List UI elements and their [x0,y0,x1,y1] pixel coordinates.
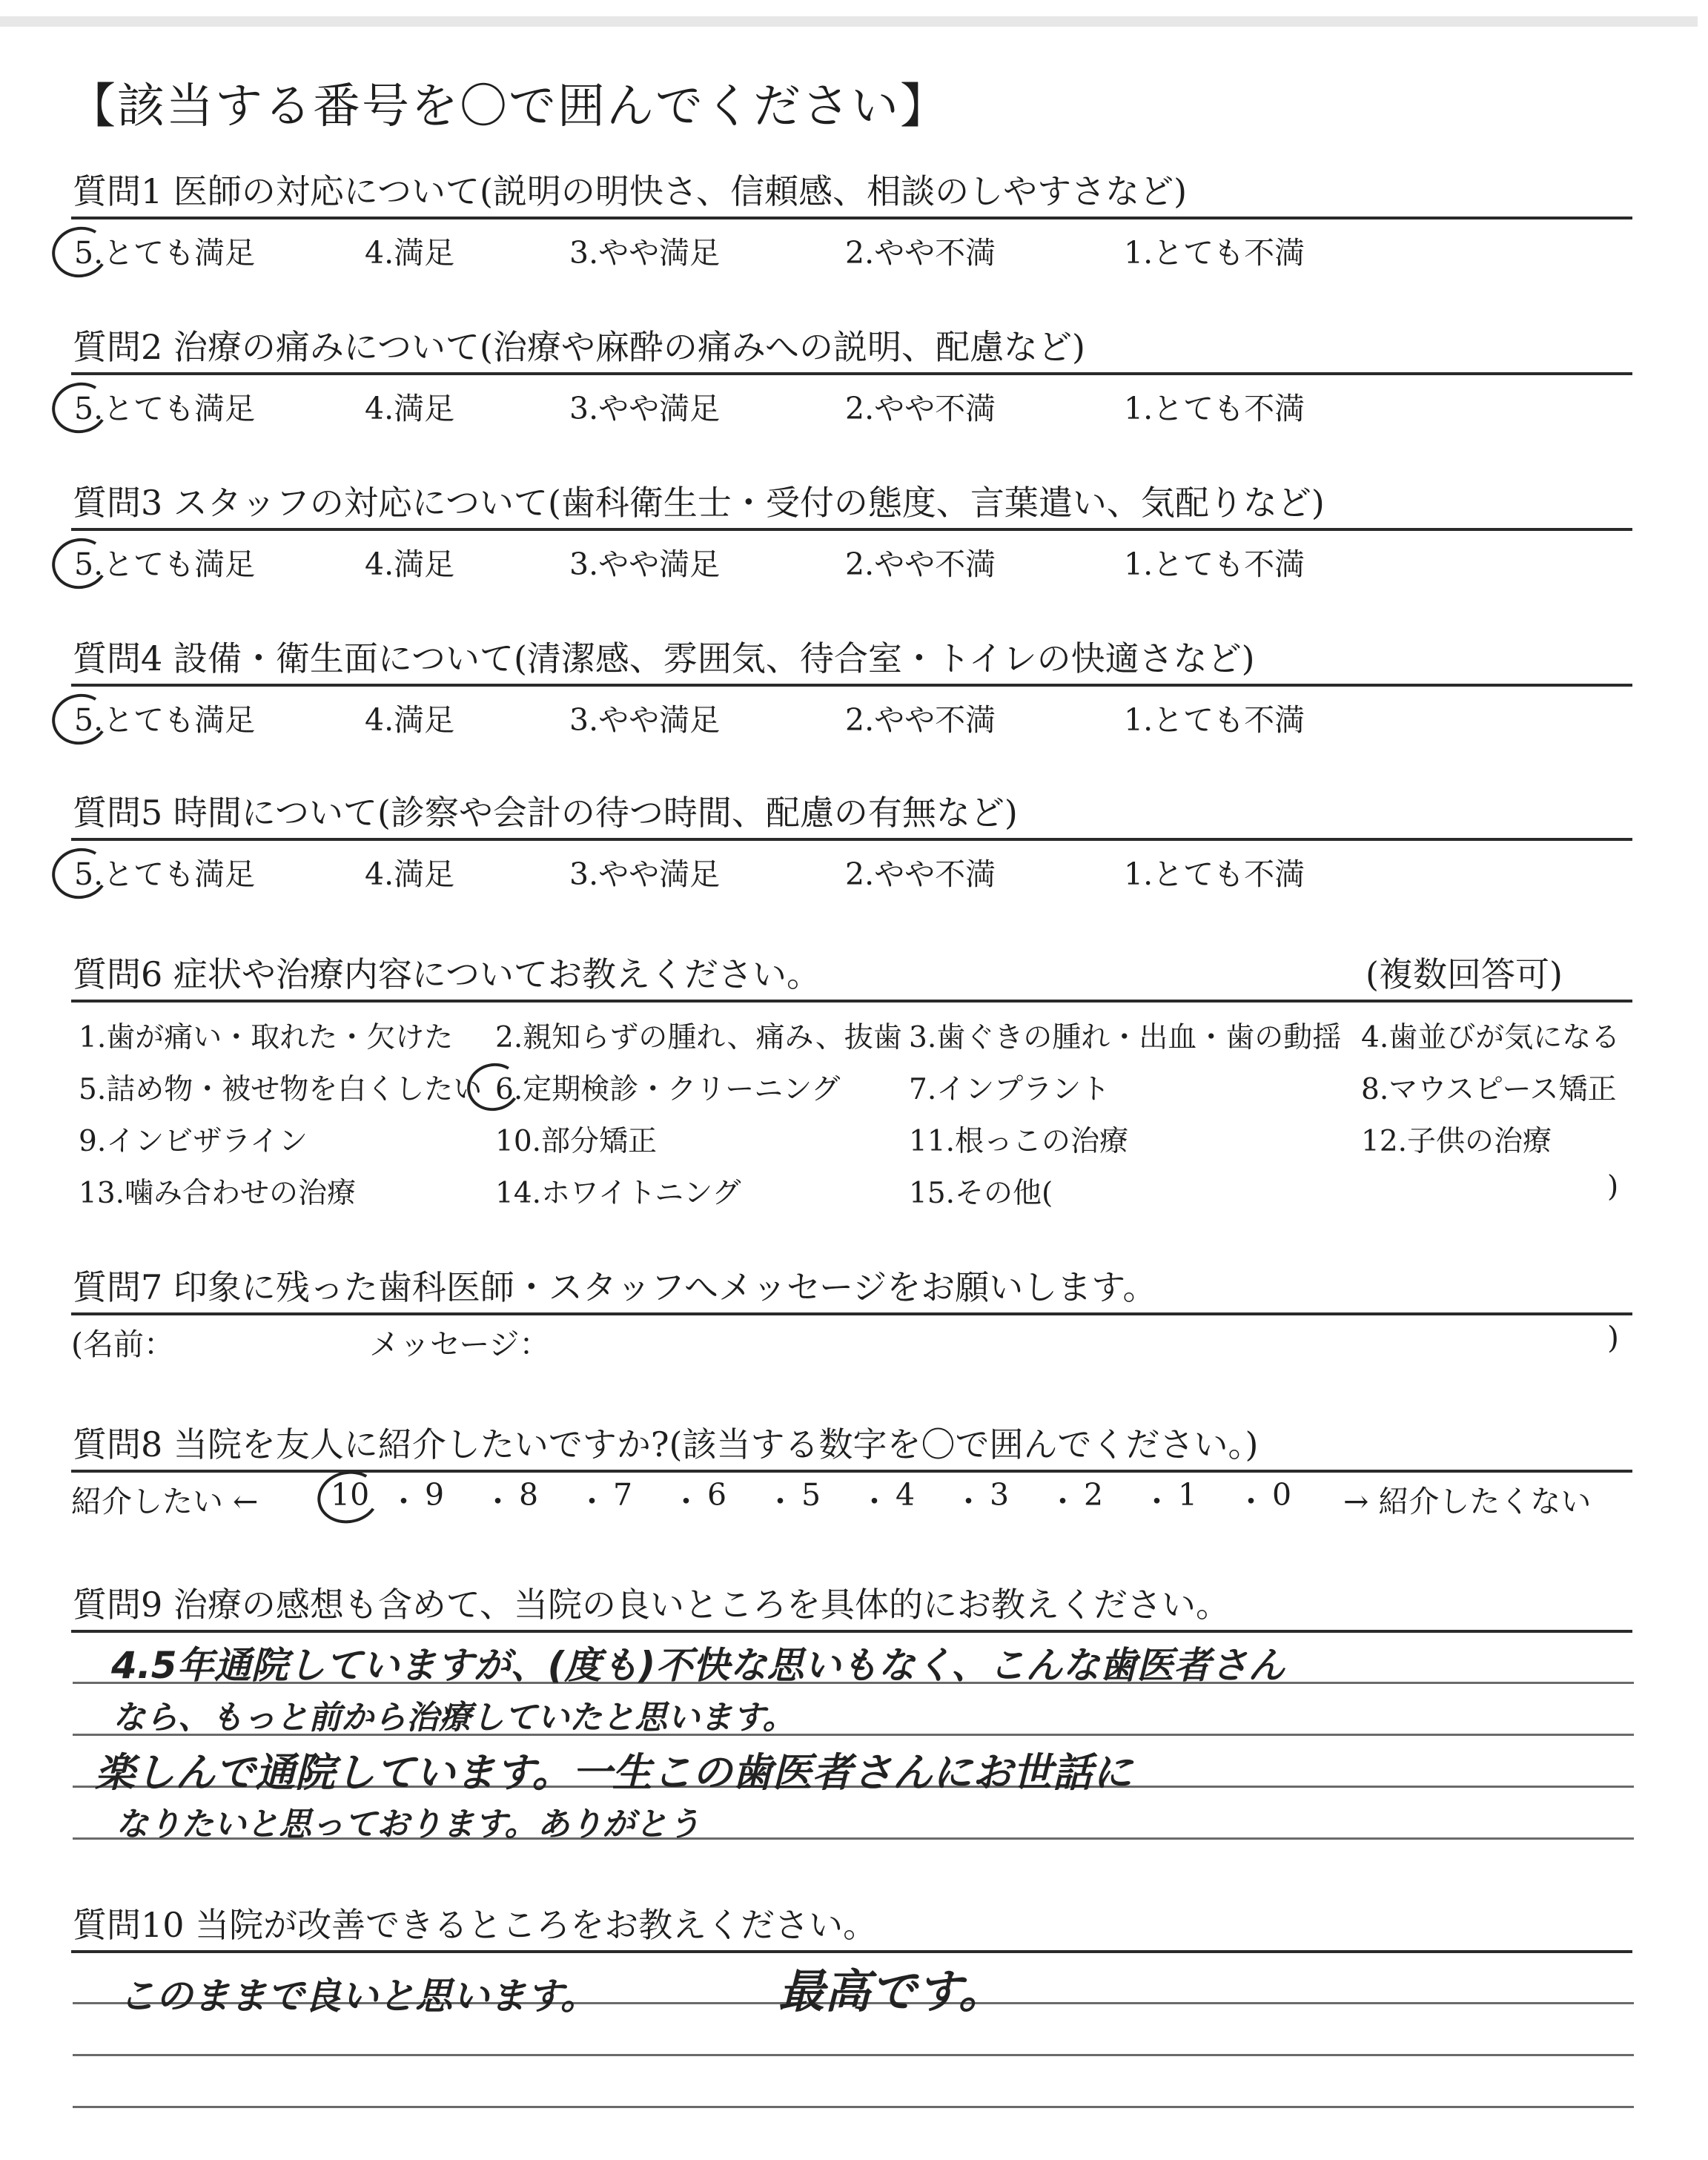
q8-label: 質問8 当院を友人に紹介したいですか?(該当する数字を〇で囲んでください。) [73,1424,1259,1464]
q8-scale-number[interactable]: 1 [1178,1477,1198,1513]
q5-option[interactable]: 1.とても不満 [1124,856,1305,892]
q6-item[interactable]: 12.子供の治療 [1361,1125,1552,1158]
q6-item[interactable]: 14.ホワイトニング [495,1177,741,1210]
q7-close-paren: ) [1607,1320,1619,1355]
q3-option[interactable]: 4.満足 [365,546,455,582]
q8-scale-number[interactable]: 0 [1272,1477,1292,1513]
q3-rule [71,528,1632,531]
q5-label: 質問5 時間について(診察や会計の待つ時間、配慮の有無など) [73,793,1018,833]
q8-scale-number[interactable]: 5 [801,1477,821,1513]
q8-scale-separator: ・ [388,1484,419,1519]
q6-item[interactable]: 9.インビザライン [79,1125,308,1158]
q1-option[interactable]: 5.とても満足 [74,235,256,271]
q8-scale-separator: ・ [765,1484,795,1519]
q5-option[interactable]: 4.満足 [365,856,455,892]
q8-scale-separator: ・ [483,1484,513,1519]
q8-scale-separator: ・ [577,1484,607,1519]
q6-close-paren: ) [1607,1170,1619,1203]
q5-option[interactable]: 2.やや不満 [845,856,996,892]
q3-option[interactable]: 3.やや満足 [569,546,721,582]
q8-selection-circle [313,1465,385,1529]
q2-rule [71,372,1632,375]
q6-item[interactable]: 8.マウスピース矯正 [1361,1073,1617,1106]
q4-label: 質問4 設備・衛生面について(清潔感、雰囲気、待合室・トイレの快適さなど) [73,638,1255,678]
q8-scale-number[interactable]: 7 [613,1477,633,1513]
q8-scale-number[interactable]: 2 [1084,1477,1104,1513]
q10-label: 質問10 当院が改善できるところをお教えください。 [73,1905,878,1945]
q4-option[interactable]: 5.とても満足 [74,702,256,738]
q3-label: 質問3 スタッフの対応について(歯科衛生士・受付の態度、言葉遣い、気配りなど) [73,483,1325,523]
q10-answer-line: 最高です。 [778,1964,1005,2018]
q6-item[interactable]: 13.噛み合わせの治療 [79,1177,357,1210]
q5-option[interactable]: 5.とても満足 [74,856,256,892]
q9-answer-line: なりたいと思っております。ありがとう [116,1806,701,1843]
q10-rule [71,1950,1632,1953]
q4-option[interactable]: 2.やや不満 [845,702,996,738]
q1-option[interactable]: 1.とても不満 [1124,235,1305,271]
q6-label: 質問6 症状や治療内容についてお教えください。 [73,954,821,994]
q6-note: (複数回答可) [1366,954,1563,994]
q8-rule [71,1470,1632,1473]
q6-item[interactable]: 11.根っこの治療 [909,1125,1129,1158]
q6-rule [71,1000,1632,1003]
q7-rule [71,1312,1632,1315]
q6-item[interactable]: 1.歯が痛い・取れた・欠けた [79,1021,454,1054]
q8-scale-number[interactable]: 9 [425,1477,445,1513]
q3-option[interactable]: 2.やや不満 [845,546,996,582]
q3-option[interactable]: 5.とても満足 [74,546,256,582]
q1-label: 質問1 医師の対応について(説明の明快さ、信頼感、相談のしやすさなど) [73,171,1188,211]
q1-option[interactable]: 2.やや不満 [845,235,996,271]
q3-option[interactable]: 1.とても不満 [1124,546,1305,582]
q1-option[interactable]: 4.満足 [365,235,455,271]
scan-top-edge [0,16,1698,27]
q9-answer-line: 4.5年通院していますが、(度も)不快な思いもなく、こんな歯医者さん [111,1644,1285,1687]
q8-scale-separator: ・ [1142,1484,1172,1519]
q8-scale-separator: ・ [953,1484,984,1519]
q5-option[interactable]: 3.やや満足 [569,856,721,892]
q8-scale-number[interactable]: 4 [896,1477,916,1513]
q4-option[interactable]: 4.満足 [365,702,455,738]
q9-rule [71,1630,1632,1633]
q4-rule [71,684,1632,687]
q6-item[interactable]: 15.その他( [909,1177,1053,1210]
q8-scale-number[interactable]: 3 [990,1477,1010,1513]
q10-answer-rule [73,2054,1634,2056]
q9-answer-line: なら、もっと前から治療していたと思います。 [113,1699,795,1737]
q6-item[interactable]: 10.部分矯正 [495,1125,658,1158]
q2-label: 質問2 治療の痛みについて(治療や麻酔の痛みへの説明、配慮など) [73,327,1085,367]
q8-right-label: → 紹介したくない [1343,1484,1592,1519]
q8-scale-separator: ・ [1236,1484,1266,1519]
q8-scale-separator: ・ [671,1484,701,1519]
q10-answer-rule [73,2106,1634,2108]
q9-label: 質問9 治療の感想も含めて、当院の良いところを具体的にお教えください。 [73,1585,1230,1625]
q2-option[interactable]: 3.やや満足 [569,391,721,426]
q10-answer-line: このままで良いと思います。 [119,1975,598,2018]
q2-option[interactable]: 4.満足 [365,391,455,426]
q6-item[interactable]: 7.インプラント [909,1073,1110,1106]
q1-option[interactable]: 3.やや満足 [569,235,721,271]
q8-scale-number[interactable]: 10 [331,1477,370,1513]
q8-scale-separator: ・ [859,1484,890,1519]
form-title: 【該当する番号を〇で囲んでください】 [68,79,949,134]
q6-item[interactable]: 6.定期検診・クリーニング [495,1073,841,1106]
q7-message-label[interactable]: メッセージ： [369,1327,550,1362]
q8-scale-number[interactable]: 6 [707,1477,727,1513]
q2-option[interactable]: 5.とても満足 [74,391,256,426]
q5-rule [71,838,1632,841]
q6-item[interactable]: 3.歯ぐきの腫れ・出血・歯の動揺 [909,1021,1342,1054]
q4-option[interactable]: 3.やや満足 [569,702,721,738]
q1-rule [71,217,1632,219]
q2-option[interactable]: 2.やや不満 [845,391,996,426]
q6-item[interactable]: 5.詰め物・被せ物を白くしたい [79,1073,483,1106]
q8-left-label: 紹介したい ← [71,1484,259,1519]
q4-option[interactable]: 1.とても不満 [1124,702,1305,738]
q6-item[interactable]: 4.歯並びが気になる [1361,1021,1621,1054]
q6-item[interactable]: 2.親知らずの腫れ、痛み、抜歯 [495,1021,902,1054]
q7-label: 質問7 印象に残った歯科医師・スタッフへメッセージをお願いします。 [73,1267,1157,1307]
q7-name-label[interactable]: (名前： [71,1327,174,1362]
q8-scale-number[interactable]: 8 [519,1477,539,1513]
q9-answer-line: 楽しんで通院しています。一生この歯医者さんにお世話に [95,1749,1133,1796]
q2-option[interactable]: 1.とても不満 [1124,391,1305,426]
q8-scale-separator: ・ [1047,1484,1078,1519]
